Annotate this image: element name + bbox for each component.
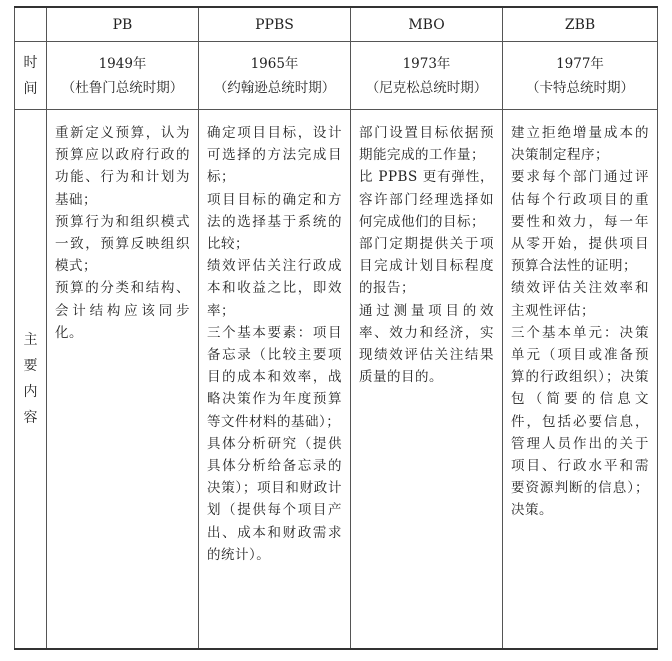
comparison-table-document [14,6,657,650]
content-paragraph: 建立拒绝增量成本的决策制定程序； [511,125,649,164]
year: 1965年 [250,55,299,72]
content-paragraph: 预算行为和组织模式一致，预算反映组织模式； [55,213,190,275]
content-paragraph: 预算的分类和结构、会计结构应该同步化。 [55,280,190,341]
content-row-label: 主 要 内 容 [15,110,47,650]
content-paragraph: 确定项目目标，设计可选择的方法完成目标； [207,125,342,186]
content-paragraph: 部门设置目标依据预期能完成的工作量； [359,125,494,164]
content-cell-mbo [351,110,503,650]
content-paragraph: 重新定义预算，认为预算应以政府行政的功能、行为和计划为基础； [55,125,190,208]
content-paragraph: 通过测量项目的效率、效力和经济，实现绩效评估关注结果质量的目的。 [359,302,494,386]
column-header-ppbs: PPBS [199,7,351,42]
content-paragraph: 绩效评估关注行政成本和收益之比，即效率； [207,258,342,319]
period: （卡特总统时期） [526,79,634,96]
content-cell-pb [47,110,199,650]
content-paragraph: 部门定期提供关于项目完成计划目标程度的报告； [359,236,494,297]
content-cell-ppbs [199,110,351,650]
period: （约翰逊总统时期） [213,79,336,96]
time-cell-zbb [503,42,658,110]
content-paragraph: 具体分析研究（提供具体分析给备忘录的决策）；项目和财政计划（提供每个项目产出、成本和财政需求的统计）。 [207,435,342,563]
year: 1973年 [402,55,451,72]
time-row-label: 时 间 [15,42,47,110]
header-row [15,7,658,42]
column-header-pb: PB [47,7,199,42]
budget-comparison-table [14,6,658,650]
column-header-mbo: MBO [351,7,503,42]
content-paragraph: 要求每个部门通过评估每个行政项目的重要性和效力，每一年从零开始，提供项目预算合法性的证明； [511,169,649,275]
period: （尼克松总统时期） [365,79,488,96]
time-cell-pb [47,42,199,110]
content-row [15,110,658,650]
content-paragraph: 三个基本单元：决策单元（项目或准备预算的行政组织）；决策包（简要的信息文件，包括必要信息，管理人员作出的关于项目、行政水平和需要资源判断的信息）；决策。 [511,324,649,519]
content-cell-zbb [503,110,658,650]
content-paragraph: 绩效评估关注效率和主观性评估； [511,280,649,319]
content-paragraph: 比 PPBS 更有弹性，容许部门经理选择如何完成他们的目标； [359,169,494,230]
period: （杜鲁门总统时期） [61,79,184,96]
content-paragraph: 三个基本要素：项目备忘录（比较主要项目的成本和效率，战略决策作为年度预算等文件材料的基础）； [207,324,342,430]
content-paragraph: 项目目标的确定和方法的选择基于系统的比较； [207,191,342,253]
time-cell-mbo [351,42,503,110]
time-row [15,42,658,110]
year: 1949年 [98,55,147,72]
year: 1977年 [556,55,604,72]
corner-cell [15,7,47,42]
column-header-zbb: ZBB [503,7,658,42]
time-cell-ppbs [199,42,351,110]
